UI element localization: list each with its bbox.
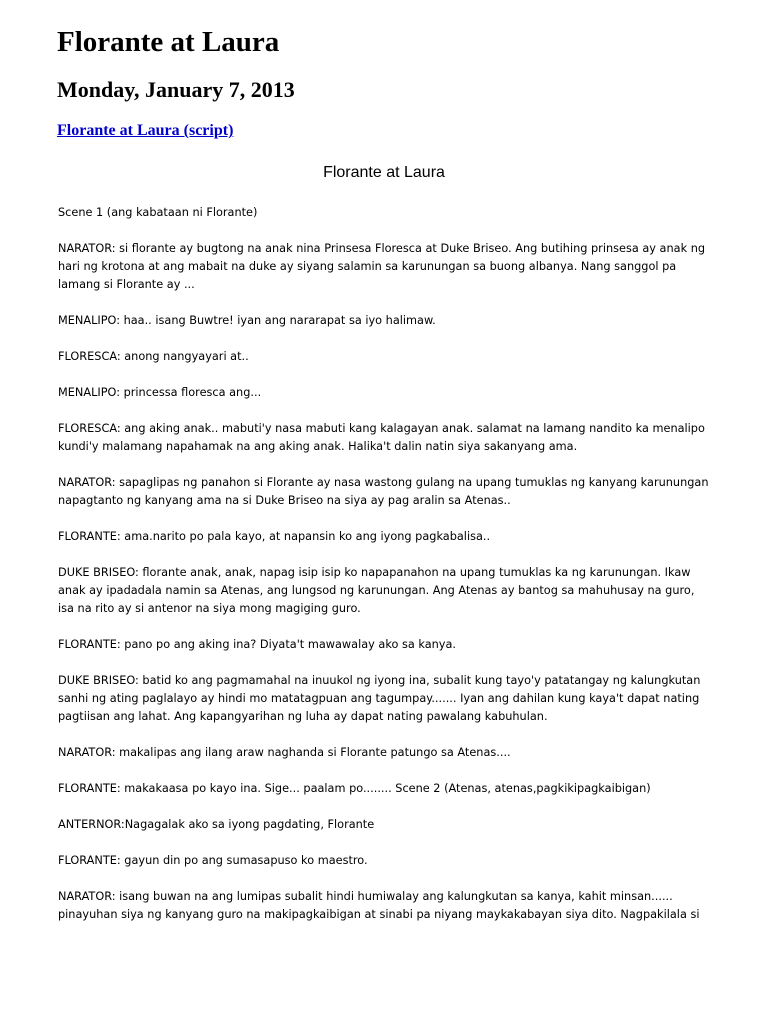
blog-title[interactable]: Florante at Laura <box>57 26 280 58</box>
script-line-narrator-1: NARATOR: si florante ay bugtong na anak nina Prinsesa Floresca at Duke Briseo. Ang butihing prinsesa ay anak ng hari ng krotona at ang mabait na duke ay siyang salamin sa karunungan sa buong albanya. Nang sanggol pa lamang si Florante ay ... <box>58 242 706 291</box>
script-body <box>58 204 710 942</box>
post-date: Monday, January 7, 2013 <box>57 77 295 102</box>
script-line-menalipo-1: MENALIPO: haa.. isang Buwtre! iyan ang nararapat sa iyo halimaw. <box>58 314 436 327</box>
script-line-floresca-2: FLORESCA: ang aking anak.. mabuti'y nasa mabuti kang kalagayan anak. salamat na lamang nandito ka menalipo kundi'y malamang napahamak na ang aking anak. Halika't dalin natin siya sakanyang ama. <box>58 422 705 453</box>
script-line-florante-4: FLORANTE: gayun din po ang sumasapuso ko maestro. <box>58 854 368 867</box>
script-line-narrator-2: NARATOR: sapaglipas ng panahon si Florante ay nasa wastong gulang na upang tumuklas ng kanyang karunungan napagtanto ng kanyang ama na si Duke Briseo na siya ay pag aralin sa Atenas.. <box>58 476 709 507</box>
script-line-florante-3: FLORANTE: makakaasa po kayo ina. Sige... paalam po........ Scene 2 (Atenas, atenas,pagkikipagkaibigan) <box>58 782 651 795</box>
script-line-duke-briseo-1: DUKE BRISEO: florante anak, anak, napag isip isip ko napapanahon na upang tumuklas ka ng karunungan. Ikaw anak ay ipadadala namin sa Atenas, ang lungsod ng karunungan. Ang Atenas ay bantog sa mahuhusay na guro, isa na rito ay si antenor na siya mong magiging guro. <box>58 566 695 615</box>
script-line-narrator-4: NARATOR: isang buwan na ang lumipas subalit hindi humiwalay ang kalungkutan sa kanya, kahit minsan...... pinayuhan siya ng kanyang guro na makipagkaibigan at sinabi pa niyang maykakabayan siya dito. Nagpakilala si <box>58 890 700 921</box>
script-line-floresca-1: FLORESCA: anong nangyayari at.. <box>58 350 249 363</box>
script-line-menalipo-2: MENALIPO: princessa floresca ang... <box>58 386 262 399</box>
post-title-link[interactable]: Florante at Laura (script) <box>57 122 234 139</box>
script-line-duke-briseo-2: DUKE BRISEO: batid ko ang pagmamahal na inuukol ng iyong ina, subalit kung tayo'y patatangay ng kalungkutan sanhi ng ating paglalayo ay hindi mo matatagpuan ang tagumpay....... Iyan ang dahilan kung kaya't dapat nating pagtiisan ang lahat. Ang kapangyarihan ng luha ay dapat nating pawalang kabuhulan. <box>58 674 701 723</box>
script-line-florante-1: FLORANTE: ama.narito po pala kayo, at napansin ko ang iyong pagkabalisa.. <box>58 530 491 543</box>
script-line-florante-2: FLORANTE: pano po ang aking ina? Diyata't mawawalay ako sa kanya. <box>58 638 456 651</box>
script-line-scene-1: Scene 1 (ang kabataan ni Florante) <box>58 206 258 219</box>
script-line-narrator-3: NARATOR: makalipas ang ilang araw naghanda si Florante patungo sa Atenas.... <box>58 746 511 759</box>
script-line-anternor-1: ANTERNOR:Nagagalak ako sa iyong pagdating, Florante <box>58 818 375 831</box>
document-heading: Florante at Laura <box>323 164 445 181</box>
